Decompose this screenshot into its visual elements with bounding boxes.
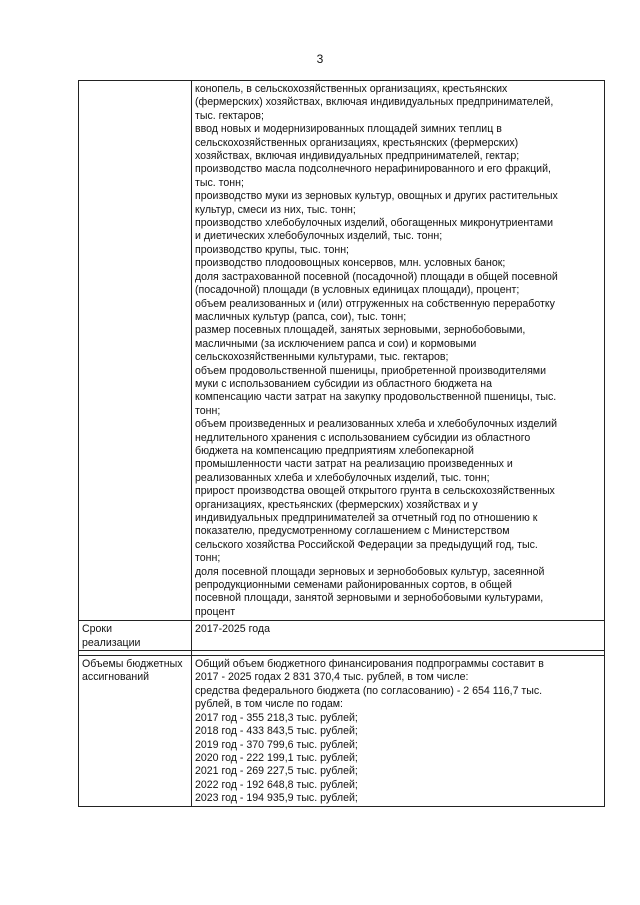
indicator-line: компенсацию части затрат на закупку продовольственной пшеницы, тыс. <box>195 391 557 404</box>
indicators-continuation-row <box>79 81 605 621</box>
indicator-line: посевной площади, занятой зерновыми и зернобобовыми культурами, <box>195 592 544 605</box>
indicator-line: производство муки из зерновых культур, овощных и других растительных <box>195 190 558 203</box>
indicator-line: организациях, крестьянских (фермерских) хозяйствах и у <box>195 498 478 511</box>
terms-value <box>192 621 605 651</box>
indicator-line: тонн; <box>195 404 221 417</box>
budget-line: рублей, в том числе по годам: <box>195 698 343 711</box>
indicator-line: производство хлебобулочных изделий, обогащенных микронутриентами <box>195 217 554 230</box>
indicator-line: процент <box>195 605 236 618</box>
budget-label-line: Объемы бюджетных <box>82 658 183 671</box>
indicator-line: объем продовольственной пшеницы, приобретенной производителями <box>195 364 547 377</box>
indicator-line: прирост производства овощей открытого грунта в сельскохозяйственных <box>195 485 555 498</box>
budget-label <box>79 656 192 806</box>
indicator-line: промышленности части затрат на реализацию произведенных и <box>195 458 513 471</box>
budget-line: 2021 год - 269 227,5 тыс. рублей; <box>195 765 358 778</box>
indicator-line: тонн; <box>195 552 221 565</box>
indicator-line: (фермерских) хозяйствах, включая индивидуальных предпринимателей, <box>195 96 554 109</box>
indicator-line: объем реализованных и (или) отгруженных на собственную переработку <box>195 297 555 310</box>
budget-line: 2017 - 2025 годах 2 831 370,4 тыс. рублей, в том числе: <box>195 671 469 684</box>
budget-value <box>192 656 605 806</box>
budget-row <box>79 656 605 806</box>
indicator-line: масличных культур (рапса, сои), тыс. тонн; <box>195 310 407 323</box>
indicator-line: производство крупы, тыс. тонн; <box>195 243 349 256</box>
budget-label-line: ассигнований <box>82 671 150 684</box>
page-number: 3 <box>316 52 324 66</box>
indicator-line: конопель, в сельскохозяйственных организациях, крестьянских <box>195 83 508 95</box>
indicator-line: культур, смеси из них, тыс. тонн; <box>195 203 356 216</box>
indicator-line: доля застрахованной посевной (посадочной) площади в общей посевной <box>195 270 558 283</box>
indicator-line: сельскохозяйственными культурами, тыс. гектаров; <box>195 351 449 364</box>
indicator-line: производство плодоовощных консервов, млн. условных банок; <box>195 257 506 270</box>
indicator-line: недлительного хранения с использованием субсидии из областного <box>195 431 531 444</box>
terms-label-line: реализации <box>82 636 141 649</box>
budget-line: 2023 год - 194 935,9 тыс. рублей; <box>195 792 358 805</box>
budget-line: 2017 год - 355 218,3 тыс. рублей; <box>195 711 358 724</box>
indicator-line: показателю, предусмотренному соглашением с Министерством <box>195 525 510 538</box>
indicator-line: репродукционными семенами районированных сортов, в общей <box>195 579 512 592</box>
indicator-line: ввод новых и модернизированных площадей зимних теплиц в <box>195 123 502 136</box>
terms-label-line: Сроки <box>82 623 112 636</box>
indicator-line: объем произведенных и реализованных хлеба и хлебобулочных изделий <box>195 418 558 431</box>
indicator-line: размер посевных площадей, занятых зерновыми, зернобобовыми, <box>195 324 526 337</box>
indicator-line: сельскохозяйственных организациях, крестьянских (фермерских) <box>195 136 519 149</box>
terms-row <box>79 621 605 651</box>
indicator-line: тыс. тонн; <box>195 176 244 189</box>
budget-line: 2022 год - 192 648,8 тыс. рублей; <box>195 778 358 791</box>
indicator-line: индивидуальных предпринимателей за отчетный год по отношению к <box>195 512 538 524</box>
indicator-line: реализованных хлеба и хлебобулочных изделий, тыс. тонн; <box>195 471 490 484</box>
budget-line: 2019 год - 370 799,6 тыс. рублей; <box>195 738 358 751</box>
indicators-list <box>192 81 605 621</box>
indicator-line: (посадочной) площади (в условных единицах площади), процент; <box>195 284 520 297</box>
indicator-line: доля посевной площади зерновых и зернобобовых культур, засеянной <box>195 565 545 578</box>
budget-line: 2020 год - 222 199,1 тыс. рублей; <box>195 751 358 764</box>
budget-line: средства федерального бюджета (по согласованию) - 2 654 116,7 тыс. <box>195 684 543 697</box>
indicator-line: бюджета на компенсацию предприятиям хлебопекарной <box>195 444 474 457</box>
indicator-line: производство масла подсолнечного нерафинированного и его фракций, <box>195 163 551 176</box>
indicator-line: муки с использованием субсидии из областного бюджета на <box>195 377 493 390</box>
indicator-line: сельского хозяйства Российской Федерации за предыдущий год, тыс. <box>195 538 538 551</box>
indicator-line: масличными (за исключением рапса и сои) и кормовыми <box>195 337 477 350</box>
indicators-label-cell <box>79 81 192 621</box>
indicator-line: тыс. гектаров; <box>195 109 264 122</box>
terms-value-text: 2017-2025 года <box>195 623 270 636</box>
terms-label <box>79 621 192 651</box>
budget-line: Общий объем бюджетного финансирования подпрограммы составит в <box>195 658 544 671</box>
passport-table <box>78 80 605 807</box>
budget-line: 2018 год - 433 843,5 тыс. рублей; <box>195 725 358 738</box>
indicator-line: хозяйствах, включая индивидуальных предпринимателей, гектар; <box>195 150 520 163</box>
indicator-line: и диетических хлебобулочных изделий, тыс. тонн; <box>195 230 443 243</box>
